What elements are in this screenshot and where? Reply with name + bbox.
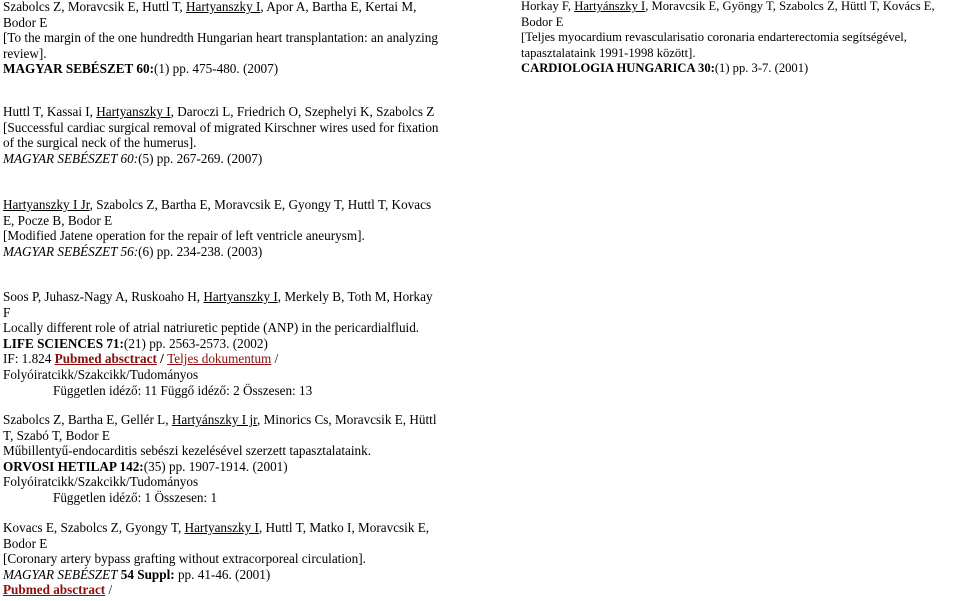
journal-line: MAGYAR SEBÉSZET 60:(5) pp. 267-269. (2007)	[3, 150, 263, 166]
title-line-1: [To the margin of the one hundredth Hungarian heart transplantation: an analyzing	[3, 30, 438, 46]
title-line-2: of the surgical neck of the humerus].	[3, 135, 197, 151]
publication-entry-2	[521, 0, 935, 77]
title-line: [Coronary artery bypass grafting without extracorporeal circulation].	[3, 551, 366, 567]
highlighted-author: Hartyanszky I	[186, 0, 261, 14]
authors-line: Hartyanszky I Jr, Szabolcs Z, Bartha E, Moravcsik E, Gyongy T, Huttl T, Kovacs	[3, 197, 432, 212]
links-line: Pubmed absctract /	[3, 582, 113, 598]
publication-type: Folyóiratcikk/Szakcikk/Tudományos	[3, 474, 199, 490]
highlighted-author: Hartyanszky I	[184, 520, 259, 535]
title-line-2: review].	[3, 45, 47, 61]
pubmed-abstract-link[interactable]: Pubmed absctract	[54, 351, 157, 367]
authors-line-2: T, Szabó T, Bodor E	[3, 427, 110, 443]
publication-entry-3	[3, 104, 439, 166]
journal-line: ORVOSI HETILAP 142:(35) pp. 1907-1914. (2001)	[3, 458, 288, 474]
authors-line-2: F	[3, 304, 11, 320]
links-line: IF: 1.824 Pubmed absctract / Teljes dokumentum /	[3, 351, 279, 367]
journal-name: MAGYAR SEBÉSZET 60:	[3, 150, 139, 166]
publication-entry-6	[3, 412, 437, 506]
authors-line-2: Bodor E	[521, 14, 564, 29]
full-document-link[interactable]: Teljes dokumentum	[167, 351, 272, 367]
authors-line-2: E, Pocze B, Bodor E	[3, 212, 113, 228]
journal-line: LIFE SCIENCES 71:(21) pp. 2563-2573. (2002)	[3, 335, 268, 351]
highlighted-author: Hartyanszky I	[203, 289, 278, 304]
highlighted-author: Hartyanszky I	[96, 104, 171, 119]
journal-name: LIFE SCIENCES 71:	[3, 335, 124, 351]
title-line: Locally different role of atrial natriuretic peptide (ANP) in the pericardialfluid.	[3, 320, 420, 336]
authors-line: Szabolcs Z, Moravcsik E, Huttl T, Hartyanszky I, Apor A, Bartha E, Kertai M,	[3, 0, 417, 14]
journal-line: CARDIOLOGIA HUNGARICA 30:(1) pp. 3-7. (2001)	[521, 61, 809, 76]
publication-entry-4	[3, 197, 431, 259]
impact-factor: IF: 1.824	[3, 351, 55, 367]
authors-line: Soos P, Juhasz-Nagy A, Ruskoaho H, Hartyanszky I, Merkely B, Toth M, Horkay	[3, 289, 433, 304]
journal-name: CARDIOLOGIA HUNGARICA 30:	[521, 61, 715, 76]
citation-counts: Független idéző: 11 Függő idéző: 2 Összesen: 13	[53, 382, 313, 398]
pubmed-abstract-link[interactable]: Pubmed absctract	[3, 582, 106, 598]
title-line: Műbillentyű-endocarditis sebészi kezelésével szerzett tapasztalataink.	[3, 443, 371, 459]
title-line-1: [Teljes myocardium revascularisatio coronaria endarterectomia segítségével,	[521, 30, 907, 45]
journal-name: MAGYAR SEBÉSZET	[3, 566, 118, 582]
journal-line: MAGYAR SEBÉSZET 54 Suppl: pp. 41-46. (2001)	[3, 566, 271, 582]
journal-name: ORVOSI HETILAP 142:	[3, 458, 144, 474]
authors-line: Kovacs E, Szabolcs Z, Gyongy T, Hartyanszky I, Huttl T, Matko I, Moravcsik E,	[3, 520, 430, 535]
publication-entry-1	[3, 0, 438, 77]
highlighted-author: Hartyánszky I jr	[171, 412, 257, 427]
title-line-1: [Successful cardiac surgical removal of migrated Kirschner wires used for fixation	[3, 119, 439, 135]
authors-line: Horkay F, Hartyánszky I, Moravcsik E, Gyöngy T, Szabolcs Z, Hüttl T, Kovács E,	[521, 0, 935, 13]
journal-line: MAGYAR SEBÉSZET 56:(6) pp. 234-238. (2003)	[3, 243, 263, 259]
citation-counts: Független idéző: 1 Összesen: 1	[53, 489, 218, 505]
journal-name: MAGYAR SEBÉSZET 60:	[3, 61, 154, 77]
journal-name: MAGYAR SEBÉSZET 56:	[3, 243, 139, 259]
authors-line: Huttl T, Kassai I, Hartyanszky I, Daroczi L, Friedrich O, Szephelyi K, Szabolcs Z	[3, 104, 435, 119]
authors-line: Szabolcs Z, Bartha E, Gellér L, Hartyánszky I jr, Minorics Cs, Moravcsik E, Hüttl	[3, 412, 437, 427]
publication-entry-7	[3, 520, 429, 598]
title-line-2: tapasztalataink 1991-1998 között].	[521, 45, 696, 60]
highlighted-author: Hartyánszky I	[574, 0, 646, 13]
publication-entry-5	[3, 289, 433, 398]
highlighted-author: Hartyanszky I Jr	[3, 197, 90, 212]
publication-type: Folyóiratcikk/Szakcikk/Tudományos	[3, 366, 199, 382]
authors-line-2: Bodor E	[3, 535, 48, 551]
journal-line: MAGYAR SEBÉSZET 60:(1) pp. 475-480. (2007)	[3, 61, 279, 77]
title-line: [Modified Jatene operation for the repair of left ventricle aneurysm].	[3, 228, 365, 244]
authors-line-2: Bodor E	[3, 14, 48, 30]
